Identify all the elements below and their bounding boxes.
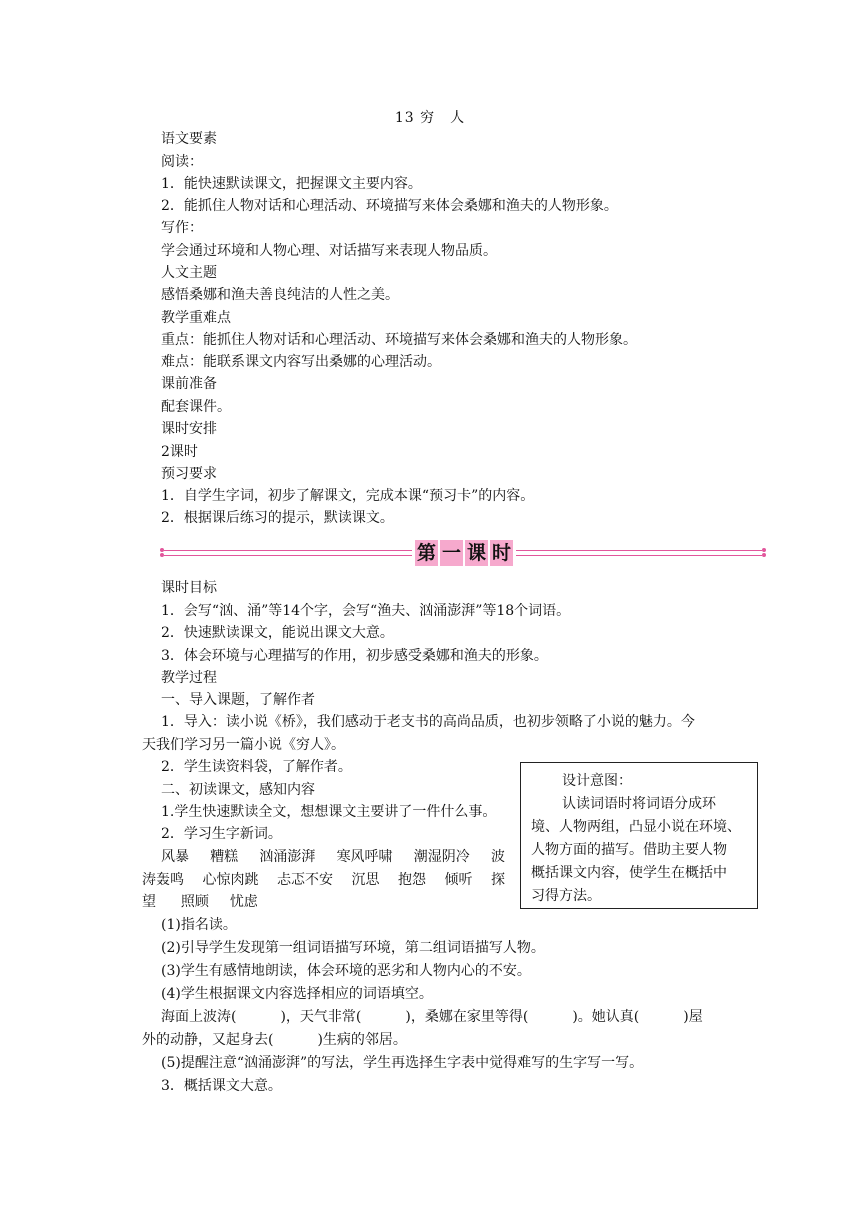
badge-char: 第: [416, 542, 436, 564]
vocab-row-2: [142, 872, 505, 888]
sub-step-3: (3)学生有感情地朗读，体会环境的恶劣和人物内心的不安。: [161, 963, 531, 979]
design-intent-line: 概括课文内容，使学生在概括中: [531, 865, 727, 881]
badge-char: 一: [441, 542, 461, 564]
vocab-word: 寒风呼啸: [336, 849, 393, 865]
vocab-word: 心惊肉跳: [202, 872, 259, 888]
vocab-word: 风暴: [161, 849, 189, 865]
step-1-item-2: 2．学生读资料袋，了解作者。: [161, 759, 352, 775]
vocab-word: 倾听: [444, 872, 473, 888]
vocab-word: 忧虑: [229, 894, 258, 910]
theme-text: 感悟桑娜和渔夫善良纯洁的人性之美。: [161, 287, 399, 303]
schedule-text: 2课时: [161, 444, 198, 460]
preview-item-2: 2．根据课后练习的提示，默读课文。: [161, 510, 394, 526]
vocab-word: 照顾: [180, 894, 209, 910]
vocab-word: 涛轰鸣: [142, 872, 184, 888]
section-divider: [160, 539, 766, 569]
key-point: 重点：能抓住人物对话和心理活动、环境描写来体会桑娜和渔夫的人物形象。: [161, 332, 637, 348]
divider-dot: [160, 548, 164, 552]
vocab-row-1: [161, 849, 505, 865]
goal-item-2: 2．快速默读课文，能说出课文大意。: [161, 625, 394, 641]
design-intent-line: 认读词语时将词语分成环: [562, 796, 716, 812]
heading-preview: 预习要求: [161, 466, 217, 482]
step-2-heading: 二、初读课文，感知内容: [161, 782, 315, 798]
design-intent-box: [520, 762, 758, 909]
page-title: 13 穷 人: [394, 110, 466, 126]
vocab-word: 潮湿阴冷: [413, 849, 470, 865]
label-reading: 阅读：: [161, 154, 203, 170]
fill-text: )，天气非常(: [280, 1009, 362, 1025]
writing-item: 学会通过环境和人物心理、对话描写来表现人物品质。: [161, 243, 497, 259]
step-2-item-1: 1.学生快速默读全文，想想课文主要讲了一件什么事。: [161, 804, 497, 820]
vocab-word: 汹涌澎湃: [259, 849, 316, 865]
divider-dot: [160, 553, 164, 557]
design-intent-line: 习得方法。: [531, 888, 601, 904]
step-2-item-3: 3．概括课文大意。: [161, 1078, 282, 1094]
vocab-word: 沉思: [351, 872, 380, 888]
sub-step-2: (2)引导学生发现第一组词语描写环境，第二组词语描写人物。: [161, 940, 545, 956]
section-badge-lesson-1: [412, 539, 516, 567]
vocab-word: 探: [491, 872, 505, 888]
difficult-point: 难点：能联系课文内容写出桑娜的心理活动。: [161, 354, 441, 370]
fill-blank-line-1: [161, 1009, 703, 1025]
fill-text: )。她认真(: [572, 1009, 640, 1025]
vocab-row-3: [142, 894, 258, 910]
fill-text: 外的动静，又起身去(: [142, 1032, 274, 1048]
heading-schedule: 课时安排: [161, 421, 217, 437]
vocab-word: 波: [490, 849, 505, 865]
vocab-word: 望: [142, 894, 156, 910]
divider-dot: [762, 553, 766, 557]
badge-char: 时: [492, 542, 512, 564]
goal-item-1: 1．会写“汹、涌”等14个字，会写“渔夫、汹涌澎湃”等18个词语。: [161, 603, 571, 619]
design-intent-line: 人物方面的描写。借助主要人物: [531, 842, 727, 858]
vocab-word: 糟糕: [210, 849, 239, 865]
design-intent-title: 设计意图：: [562, 773, 632, 789]
heading-lesson-goals: 课时目标: [161, 580, 217, 596]
fill-text: )屋: [683, 1009, 703, 1025]
heading-teaching-process: 教学过程: [161, 670, 217, 686]
step-1-item-1: 1．导入：读小说《桥》，我们感动于老支书的高尚品质，也初步领略了小说的魅力。今: [161, 714, 695, 730]
vocab-word: 抱怨: [398, 872, 426, 888]
sub-step-1: (1)指名读。: [161, 917, 237, 933]
fill-text: )生病的邻居。: [317, 1032, 407, 1048]
reading-item-1: 1．能快速默读课文，把握课文主要内容。: [161, 176, 422, 192]
fill-text: )，桑娜在家里等得(: [405, 1009, 529, 1025]
sub-step-5: (5)提醒注意“汹涌澎湃”的写法，学生再选择生字表中觉得难写的生字写一写。: [161, 1055, 644, 1071]
preview-item-1: 1．自学生字词，初步了解课文，完成本课“预习卡”的内容。: [161, 488, 535, 504]
fill-blank-line-2: [142, 1032, 407, 1048]
step-1-heading: 一、导入课题，了解作者: [161, 692, 315, 708]
step-2-item-2: 2．学习生字新词。: [161, 826, 282, 842]
heading-humanistic-theme: 人文主题: [161, 265, 217, 281]
heading-language-elements: 语文要素: [161, 131, 217, 147]
vocab-word: 忐忑不安: [277, 872, 333, 888]
reading-item-2: 2．能抓住人物对话和心理活动、环境描写来体会桑娜和渔夫的人物形象。: [161, 198, 618, 214]
heading-key-points: 教学重难点: [161, 310, 231, 326]
design-intent-line: 境、人物两组，凸显小说在环境、: [531, 819, 741, 835]
heading-preparation: 课前准备: [161, 376, 217, 392]
preparation-text: 配套课件。: [161, 399, 231, 415]
fill-text: 海面上波涛(: [161, 1009, 237, 1025]
divider-dot: [762, 548, 766, 552]
goal-item-3: 3．体会环境与心理描写的作用，初步感受桑娜和渔夫的形象。: [161, 648, 548, 664]
sub-step-4: (4)学生根据课文内容选择相应的词语填空。: [161, 986, 433, 1002]
badge-char: 课: [467, 542, 487, 564]
step-1-item-1-cont: 天我们学习另一篇小说《穷人》。: [142, 737, 345, 753]
label-writing: 写作：: [161, 220, 203, 236]
